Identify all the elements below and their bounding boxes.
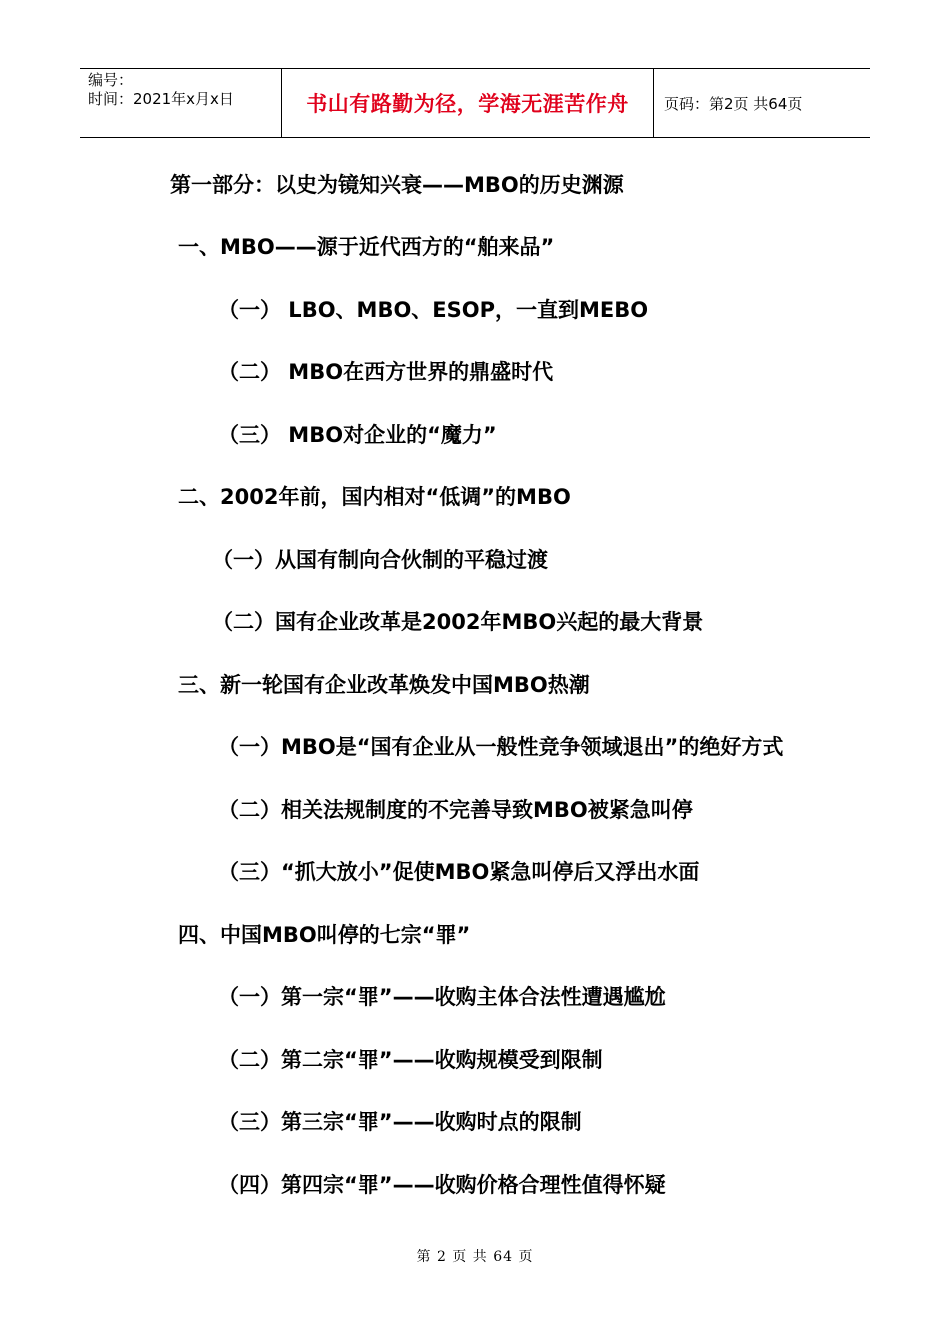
outline-subsection: （一）MBO是“国有企业从一般性竞争领域退出”的绝好方式 xyxy=(218,735,784,759)
outline-subsection: （二）国有企业改革是2002年MBO兴起的最大背景 xyxy=(212,610,704,634)
outline-subsection: （四）第四宗“罪”——收购价格合理性值得怀疑 xyxy=(218,1173,666,1197)
time-label: 时间：2021年x月x日 xyxy=(88,90,234,108)
outline-subsection: （二）第二宗“罪”——收购规模受到限制 xyxy=(218,1048,603,1072)
outline-subsection: （三）“抓大放小”促使MBO紧急叫停后又浮出水面 xyxy=(218,860,700,884)
footer-page-number: 第 2 页 共 64 页 xyxy=(416,1249,534,1265)
page-info: 页码：第2页 共64页 xyxy=(664,94,803,113)
outline-part-title: 第一部分：以史为镜知兴衰——MBO的历史渊源 xyxy=(170,173,624,197)
outline-section: 四、中国MBO叫停的七宗“罪” xyxy=(178,923,471,947)
outline-subsection: （三）第三宗“罪”——收购时点的限制 xyxy=(218,1110,582,1134)
outline-subsection: （一） LBO、MBO、ESOP，一直到MEBO xyxy=(218,298,649,322)
outline-subsection: （一）从国有制向合伙制的平稳过渡 xyxy=(212,548,548,572)
outline-section: 二、2002年前，国内相对“低调”的MBO xyxy=(178,485,571,509)
motto-text: 书山有路勤为径，学海无涯苦作舟 xyxy=(306,92,629,116)
page-footer xyxy=(0,1246,950,1266)
outline-subsection: （二） MBO在西方世界的鼎盛时代 xyxy=(218,360,554,384)
outline-section: 三、新一轮国有企业改革焕发中国MBO热潮 xyxy=(178,673,590,697)
outline-section: 一、MBO——源于近代西方的“舶来品” xyxy=(178,235,555,259)
outline-subsection: （二）相关法规制度的不完善导致MBO被紧急叫停 xyxy=(218,798,693,822)
outline-subsection: （一）第一宗“罪”——收购主体合法性遭遇尴尬 xyxy=(218,985,666,1009)
number-label: 编号： xyxy=(88,71,134,89)
outline-subsection: （三） MBO对企业的“魔力” xyxy=(218,423,497,447)
